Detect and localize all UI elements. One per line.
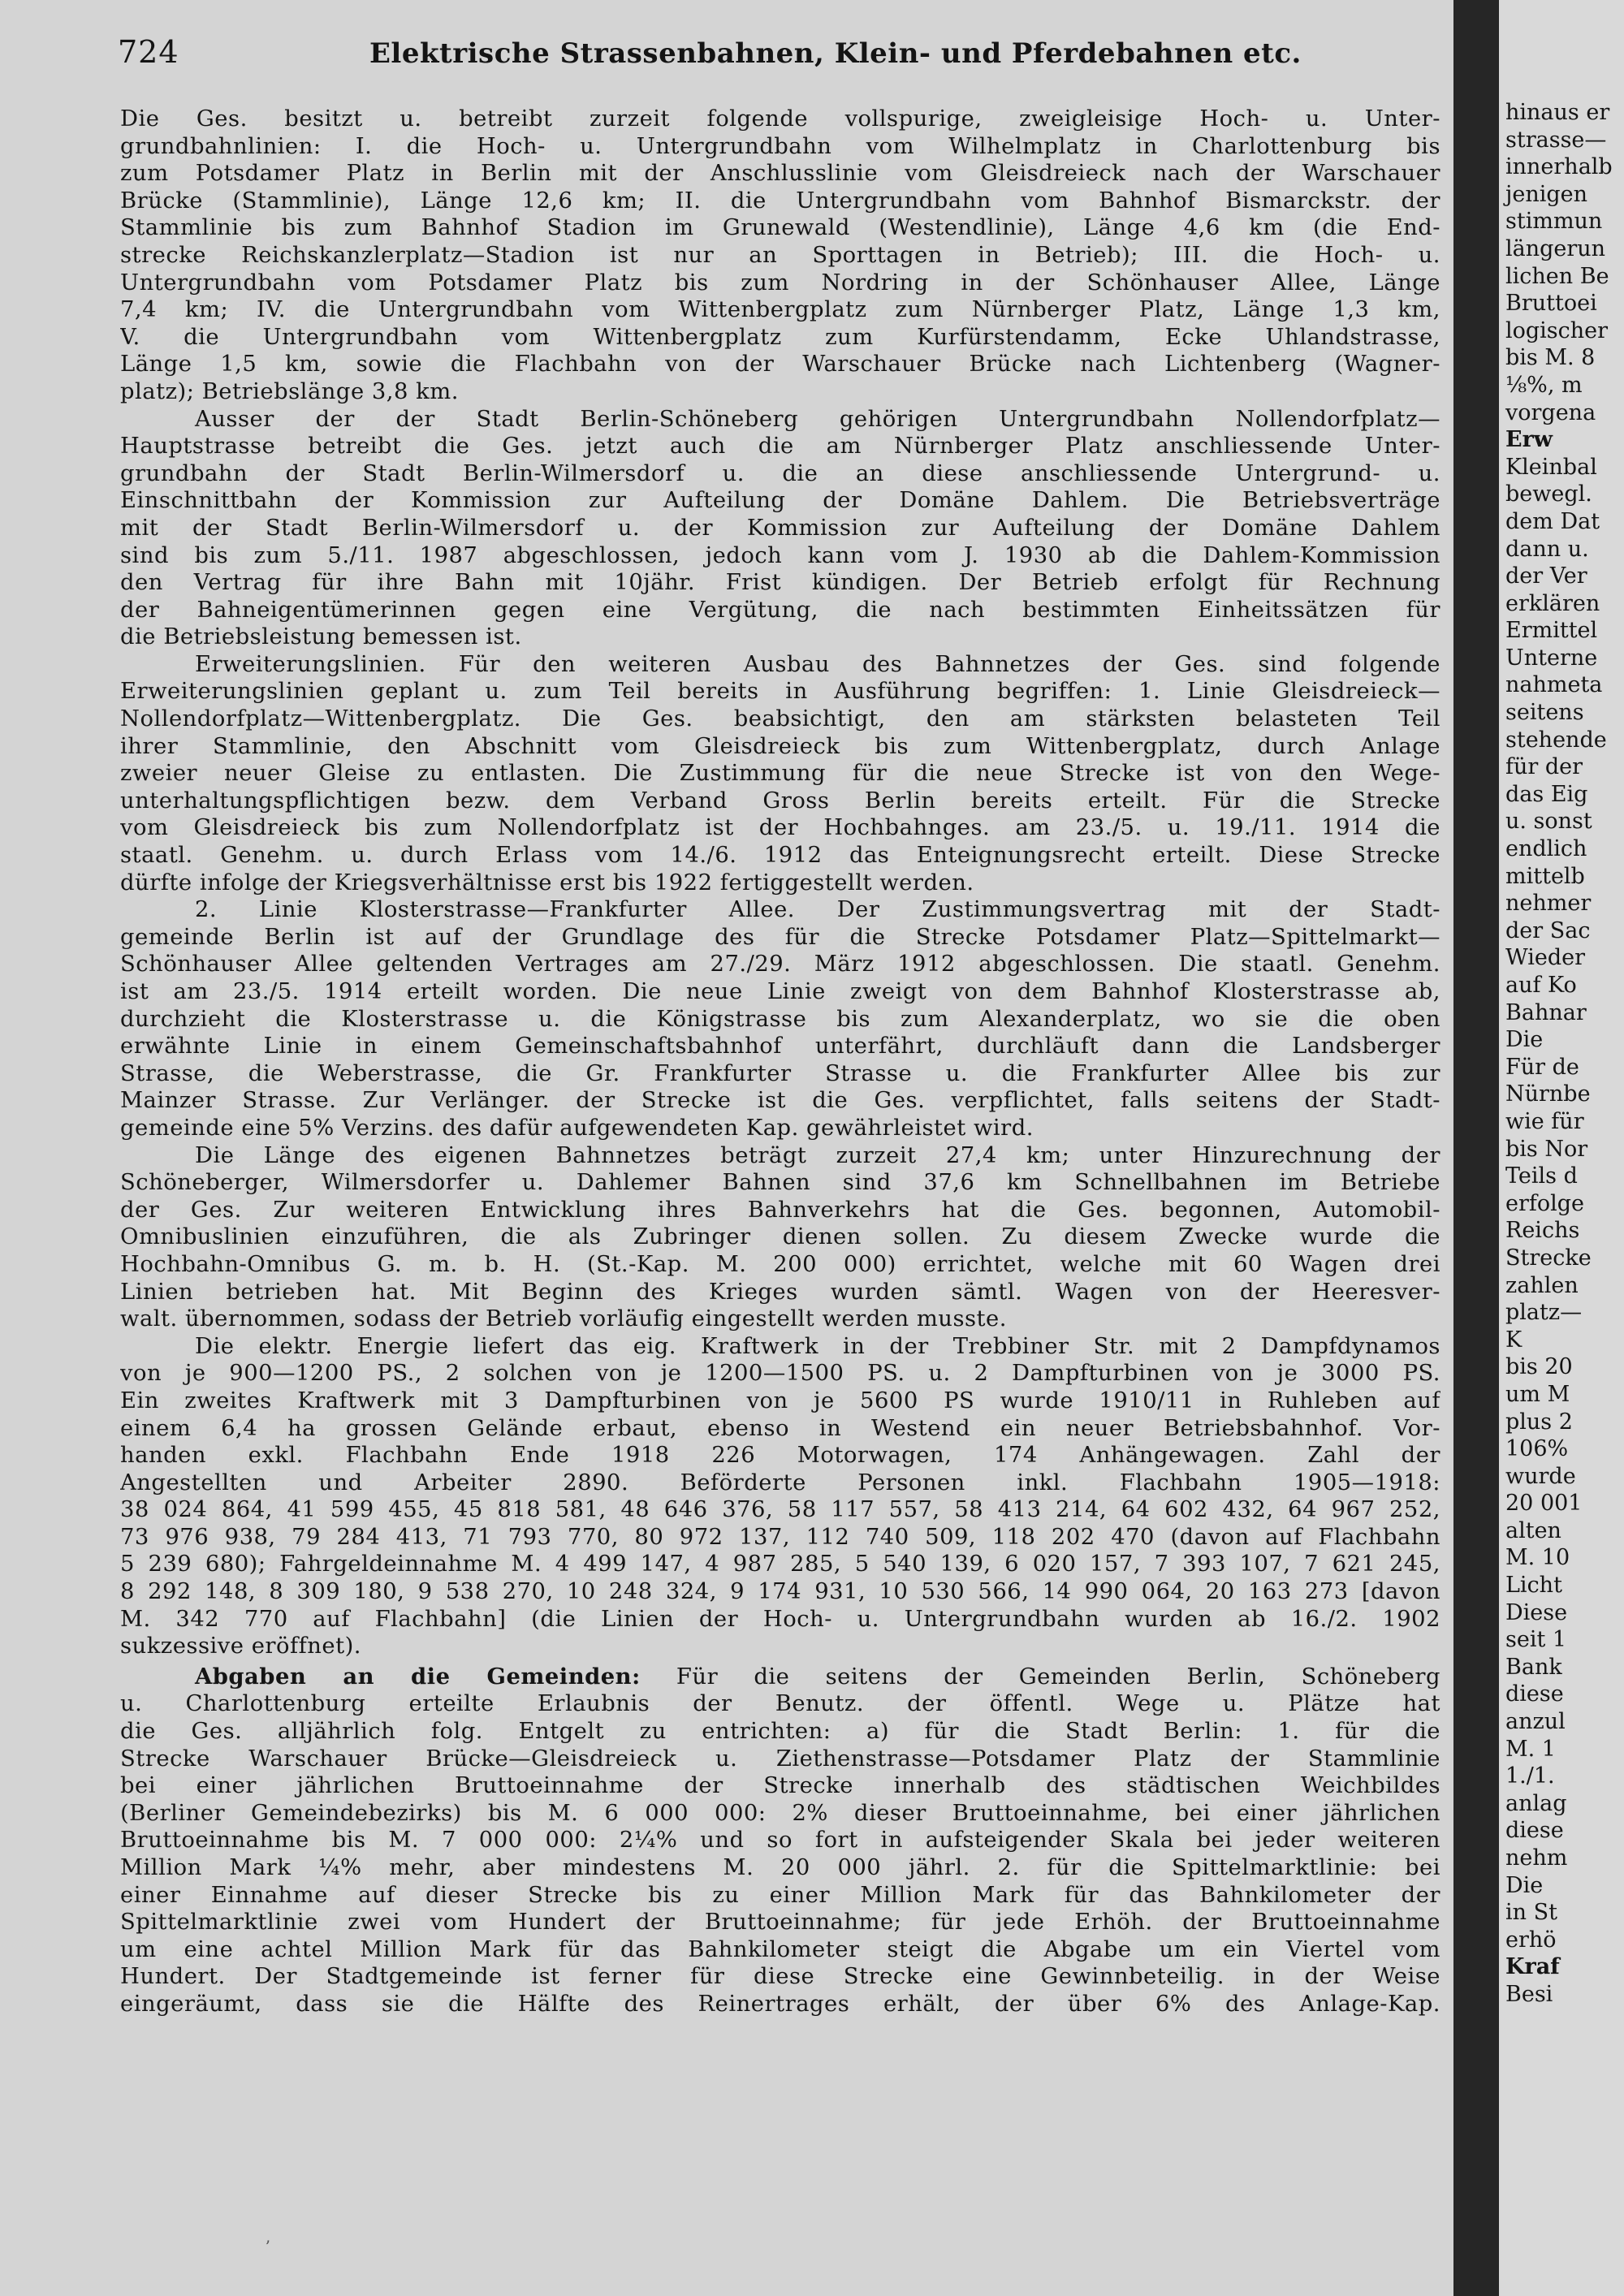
text-line: 7,4 km; IV. die Untergrundbahn vom Wittenbergplatz zum Nürnberger Platz, Länge 1,3 km, bbox=[120, 297, 1440, 323]
adjacent-text-line: lichen Be bbox=[1505, 263, 1609, 289]
text-line: ihrer Stammlinie, den Abschnitt vom Gleisdreieck bis zum Wittenbergplatz, durch Anlage bbox=[120, 733, 1440, 759]
adjacent-text-line: Reichs bbox=[1505, 1218, 1580, 1244]
text-line: Die Ges. besitzt u. betreibt zurzeit folgende vollspurige, zweigleisige Hoch- u. Unter- bbox=[120, 106, 1440, 132]
adjacent-text-line: wie für bbox=[1505, 1108, 1584, 1134]
adjacent-text-line: Die bbox=[1505, 1872, 1544, 1898]
text-line: bei einer jährlichen Bruttoeinnahme der Strecke innerhalb des städtischen Weichbildes bbox=[120, 1773, 1440, 1799]
text-line: 5 239 680); Fahrgeldeinnahme M. 4 499 147, 4 987 285, 5 540 139, 6 020 157, 7 393 107, 7 621 245, bbox=[120, 1552, 1440, 1577]
adjacent-text-line: nahmeta bbox=[1505, 672, 1603, 698]
text-line: handen exkl. Flachbahn Ende 1918 226 Motorwagen, 174 Anhängewagen. Zahl der bbox=[120, 1443, 1440, 1469]
text-line: Million Mark ¼% mehr, aber mindestens M. 20 000 jährl. 2. für die Spittelmarktlinie: bei bbox=[120, 1855, 1440, 1880]
adjacent-text-line: plus 2 bbox=[1505, 1409, 1573, 1435]
adjacent-text-line: innerhalb bbox=[1505, 154, 1613, 180]
text-line: einem 6,4 ha grossen Gelände erbaut, ebenso in Westend ein neuer Betriebsbahnhof. Vor- bbox=[120, 1415, 1440, 1441]
adjacent-text-line: seitens bbox=[1505, 700, 1584, 726]
text-line: walt. übernommen, sodass der Betrieb vorläufig eingestellt werden musste. bbox=[120, 1306, 1007, 1332]
adjacent-text-line: stimmun bbox=[1505, 209, 1603, 235]
text-line: gemeinde eine 5% Verzins. des dafür aufgewendeten Kap. gewährleistet wird. bbox=[120, 1115, 1034, 1141]
body-text bbox=[120, 106, 1440, 2018]
text-line: grundbahnlinien: I. die Hoch- u. Untergrundbahn vom Wilhelmplatz in Charlottenburg bis bbox=[120, 133, 1440, 159]
text-line: platz); Betriebslänge 3,8 km. bbox=[120, 378, 459, 404]
adjacent-text-line: längerun bbox=[1505, 235, 1606, 261]
adjacent-text-line: in St bbox=[1505, 1900, 1557, 1926]
text-line: Ausser der der Stadt Berlin-Schöneberg gehörigen Untergrundbahn Nollendorfplatz— bbox=[195, 406, 1440, 432]
text-line: Die Länge des eigenen Bahnnetzes beträgt zurzeit 27,4 km; unter Hinzurechnung der bbox=[195, 1142, 1440, 1168]
adjacent-text-line: dem Dat bbox=[1505, 508, 1600, 534]
text-line: sukzessive eröffnet). bbox=[120, 1634, 362, 1659]
adjacent-text-line: bis 20 bbox=[1505, 1354, 1573, 1380]
text-line: Erweiterungslinien. Für den weiteren Ausbau des Bahnnetzes der Ges. sind folgende bbox=[195, 651, 1440, 677]
section-heading: Abgaben an die Gemeinden: bbox=[195, 1663, 641, 1690]
text-line: ist am 23./5. 1914 erteilt worden. Die neue Linie zweigt von dem Bahnhof Klosterstrasse ab, bbox=[120, 979, 1440, 1004]
text-line: Ein zweites Kraftwerk mit 3 Dampfturbinen von je 5600 PS wurde 1910/11 in Ruhleben auf bbox=[120, 1388, 1440, 1413]
text-line: die Ges. alljährlich folg. Entgelt zu entrichten: a) für die Stadt Berlin: 1. für die bbox=[120, 1719, 1440, 1745]
text-line: 38 024 864, 41 599 455, 45 818 581, 48 646 376, 58 117 557, 58 413 214, 64 602 432, 64 967 252, bbox=[120, 1497, 1440, 1523]
adjacent-text-line: stehende bbox=[1505, 727, 1607, 753]
adjacent-text-line: erklären bbox=[1505, 590, 1600, 616]
adjacent-text-line: logischer bbox=[1505, 317, 1609, 343]
adjacent-text-line: Teils d bbox=[1505, 1163, 1578, 1189]
adjacent-text-line: bewegl. bbox=[1505, 481, 1592, 507]
adjacent-text-line: Diese bbox=[1505, 1599, 1568, 1625]
adjacent-text-line: Für de bbox=[1505, 1054, 1579, 1080]
text-line: unterhaltungspflichtigen bezw. dem Verband Gross Berlin bereits erteilt. Für die Strecke bbox=[120, 788, 1440, 814]
adjacent-text-line: strasse— bbox=[1505, 127, 1607, 153]
adjacent-page bbox=[1499, 0, 1624, 2296]
text-line: u. Charlottenburg erteilte Erlaubnis der Benutz. der öffentl. Wege u. Plätze hat bbox=[120, 1691, 1440, 1717]
adjacent-text-line: Nürnbe bbox=[1505, 1081, 1591, 1107]
text-line: Linien betrieben hat. Mit Beginn des Krieges wurden sämtl. Wagen von der Heeresver- bbox=[120, 1279, 1440, 1305]
text-line: den Vertrag für ihre Bahn mit 10jähr. Frist kündigen. Der Betrieb erfolgt für Rechnung bbox=[120, 570, 1440, 596]
adjacent-text-line: Bahnar bbox=[1505, 999, 1587, 1025]
adjacent-text-line: bis Nor bbox=[1505, 1136, 1588, 1162]
text-line: Bruttoeinnahme bis M. 7 000 000: 2¼% und so fort in aufsteigender Skala bei jeder weiteren bbox=[120, 1828, 1440, 1854]
text-line: Die elektr. Energie liefert das eig. Kraftwerk in der Trebbiner Str. mit 2 Dampfdynamos bbox=[195, 1333, 1440, 1359]
text-line: strecke Reichskanzlerplatz—Stadion ist nur an Sporttagen in Betrieb); III. die Hoch- u. bbox=[120, 242, 1440, 268]
text-line: Stammlinie bis zum Bahnhof Stadion im Grunewald (Westendlinie), Länge 4,6 km (die End- bbox=[120, 215, 1440, 241]
adjacent-text-line: dann u. bbox=[1505, 536, 1589, 562]
text-line: gemeinde Berlin ist auf der Grundlage des für die Strecke Potsdamer Platz—Spittelmarkt— bbox=[120, 924, 1440, 950]
adjacent-text-line: seit 1 bbox=[1505, 1627, 1567, 1653]
text-line: Schöneberger, Wilmersdorfer u. Dahlemer Bahnen sind 37,6 km Schnellbahnen im Betriebe bbox=[120, 1170, 1440, 1196]
adjacent-text-line: K bbox=[1505, 1327, 1522, 1353]
page-header bbox=[118, 34, 1441, 75]
adjacent-text-line: Wieder bbox=[1505, 945, 1586, 971]
adjacent-text-line: Kraf bbox=[1505, 1954, 1560, 1980]
adjacent-text-line: Unterne bbox=[1505, 645, 1598, 671]
adjacent-text-line: anzul bbox=[1505, 1709, 1566, 1735]
text-line: Nollendorfplatz—Wittenbergplatz. Die Ges. beabsichtigt, den am stärksten belasteten Teil bbox=[120, 706, 1440, 732]
adjacent-text-line: Besi bbox=[1505, 1981, 1553, 2007]
adjacent-text-line: ⅛%, m bbox=[1505, 372, 1583, 398]
text-line: Schönhauser Allee geltenden Vertrages am 27./29. März 1912 abgeschlossen. Die staatl. Genehm. bbox=[120, 952, 1440, 978]
text-line: Hundert. Der Stadtgemeinde ist ferner für diese Strecke eine Gewinnbeteilig. in der Weise bbox=[120, 1964, 1440, 1990]
text-line: Erweiterungslinien geplant u. zum Teil bereits in Ausführung begriffen: 1. Linie Gleisdreieck— bbox=[120, 679, 1440, 705]
adjacent-text-line: Kleinbal bbox=[1505, 454, 1597, 480]
adjacent-text-line: jenigen bbox=[1505, 181, 1588, 207]
adjacent-text-line: das Eig bbox=[1505, 781, 1588, 807]
adjacent-text-line: nehmer bbox=[1505, 891, 1592, 917]
text-line: Untergrundbahn vom Potsdamer Platz bis zum Nordring in der Schönhauser Allee, Länge bbox=[120, 270, 1440, 296]
running-title: Elektrische Strassenbahnen, Klein- und Pferdebahnen etc. bbox=[369, 37, 1302, 70]
text-line: mit der Stadt Berlin-Wilmersdorf u. der Kommission zur Aufteilung der Domäne Dahlem bbox=[120, 515, 1440, 541]
adjacent-text-line: der Ver bbox=[1505, 563, 1587, 589]
text-line: von je 900—1200 PS., 2 solchen von je 1200—1500 PS. u. 2 Dampfturbinen von je 3000 PS. bbox=[120, 1361, 1440, 1387]
text-line: der Ges. Zur weiteren Entwicklung ihres Bahnverkehrs hat die Ges. begonnen, Automobil- bbox=[120, 1197, 1440, 1223]
text-line: Strecke Warschauer Brücke—Gleisdreieck u. Ziethenstrasse—Potsdamer Platz der Stammlinie bbox=[120, 1746, 1440, 1772]
adjacent-text-line: auf Ko bbox=[1505, 973, 1577, 998]
text-line: Mainzer Strasse. Zur Verlänger. der Strecke ist die Ges. verpflichtet, falls seitens der Stadt- bbox=[120, 1088, 1440, 1114]
text-line: grundbahn der Stadt Berlin-Wilmersdorf u. die an diese anschliessende Untergrund- u. bbox=[120, 460, 1440, 486]
text-line: sind bis zum 5./11. 1987 abgeschlossen, jedoch kann vom J. 1930 ab die Dahlem-Kommission bbox=[120, 542, 1440, 568]
text-line: Strasse, die Weberstrasse, die Gr. Frankfurter Strasse u. die Frankfurter Allee bis zur bbox=[120, 1060, 1440, 1086]
text-line: 73 976 938, 79 284 413, 71 793 770, 80 972 137, 112 740 509, 118 202 470 (davon auf Flachbahn bbox=[120, 1524, 1440, 1550]
adjacent-text-line: platz— bbox=[1505, 1300, 1583, 1326]
adjacent-text-line: Bank bbox=[1505, 1654, 1562, 1680]
text-line: um eine achtel Million Mark für das Bahnkilometer steigt die Abgabe um ein Viertel vom bbox=[120, 1936, 1440, 1962]
text-line: Brücke (Stammlinie), Länge 12,6 km; II. die Untergrundbahn vom Bahnhof Bismarckstr. der bbox=[120, 188, 1440, 214]
adjacent-text-line: für der bbox=[1505, 754, 1583, 780]
text-line: die Betriebsleistung bemessen ist. bbox=[120, 624, 522, 650]
text-line: staatl. Genehm. u. durch Erlass vom 14./6. 1912 das Enteignungsrecht erteilt. Diese Strecke bbox=[120, 843, 1440, 869]
ink-mark: ʼ bbox=[265, 2237, 270, 2256]
adjacent-text-line: der Sac bbox=[1505, 917, 1591, 943]
adjacent-text-line: nehm bbox=[1505, 1845, 1568, 1871]
text-line: dürfte infolge der Kriegsverhältnisse erst bis 1922 fertiggestellt werden. bbox=[120, 870, 974, 896]
adjacent-text-line: Ermittel bbox=[1505, 618, 1598, 644]
text-line: Abgaben an die Gemeinden: Für die seitens der Gemeinden Berlin, Schöneberg bbox=[195, 1663, 1440, 1690]
adjacent-text-line: endlich bbox=[1505, 836, 1587, 862]
text-line: erwähnte Linie in einem Gemeinschaftsbahnhof unterfährt, durchläuft dann die Landsberger bbox=[120, 1034, 1440, 1060]
adjacent-text-line: Die bbox=[1505, 1027, 1544, 1053]
adjacent-text-line: Bruttoei bbox=[1505, 291, 1597, 317]
adjacent-text-line: mittelb bbox=[1505, 863, 1585, 889]
adjacent-text-line: anlag bbox=[1505, 1790, 1567, 1816]
text-line: 8 292 148, 8 309 180, 9 538 270, 10 248 324, 9 174 931, 10 530 566, 14 990 064, 20 163 273 [davon bbox=[120, 1579, 1440, 1605]
page-number: 724 bbox=[118, 34, 179, 70]
text-line: Einschnittbahn der Kommission zur Aufteilung der Domäne Dahlem. Die Betriebsverträge bbox=[120, 488, 1440, 514]
text-line: M. 342 770 auf Flachbahn] (die Linien der Hoch- u. Untergrundbahn wurden ab 16./2. 1902 bbox=[120, 1606, 1440, 1632]
adjacent-page-text bbox=[1505, 99, 1624, 2009]
adjacent-text-line: erfolge bbox=[1505, 1190, 1585, 1216]
adjacent-text-line: um M bbox=[1505, 1381, 1570, 1407]
adjacent-text-line: 20 001 bbox=[1505, 1491, 1583, 1517]
adjacent-text-line: vorgena bbox=[1505, 399, 1596, 425]
text-line: zum Potsdamer Platz in Berlin mit der Anschlusslinie vom Gleisdreieck nach der Warschauer bbox=[120, 161, 1440, 187]
adjacent-text-line: erhö bbox=[1505, 1927, 1557, 1953]
adjacent-text-line: Licht bbox=[1505, 1573, 1562, 1599]
book-gutter bbox=[1453, 0, 1499, 2296]
text-line: einer Einnahme auf dieser Strecke bis zu einer Million Mark für das Bahnkilometer der bbox=[120, 1882, 1440, 1908]
text-line: Hauptstrasse betreibt die Ges. jetzt auch die am Nürnberger Platz anschliessende Unter- bbox=[120, 434, 1440, 460]
text-line: zweier neuer Gleise zu entlasten. Die Zustimmung für die neue Strecke ist von den Wege- bbox=[120, 761, 1440, 787]
adjacent-text-line: M. 1 bbox=[1505, 1736, 1556, 1762]
text-line: vom Gleisdreieck bis zum Nollendorfplatz ist der Hochbahnges. am 23./5. u. 19./11. 1914 die bbox=[120, 815, 1440, 841]
adjacent-text-line: Strecke bbox=[1505, 1245, 1592, 1271]
text-line: Omnibuslinien einzuführen, die als Zubringer dienen sollen. Zu diesem Zwecke wurde die bbox=[120, 1224, 1440, 1250]
adjacent-text-line: wurde bbox=[1505, 1463, 1576, 1489]
adjacent-text-line: alten bbox=[1505, 1517, 1561, 1543]
text-line: durchzieht die Klosterstrasse u. die Königstrasse bis zum Alexanderplatz, wo sie die oben bbox=[120, 1006, 1440, 1032]
text-line: V. die Untergrundbahn vom Wittenbergplatz zum Kurfürstendamm, Ecke Uhlandstrasse, bbox=[120, 324, 1440, 350]
adjacent-text-line: diese bbox=[1505, 1681, 1564, 1707]
adjacent-text-line: zahlen bbox=[1505, 1272, 1579, 1298]
text-line: Spittelmarktlinie zwei vom Hundert der Bruttoeinnahme; für jede Erhöh. der Bruttoeinnahme bbox=[120, 1910, 1440, 1936]
text-line: Länge 1,5 km, sowie die Flachbahn von der Warschauer Brücke nach Lichtenberg (Wagner- bbox=[120, 352, 1440, 378]
text-line: eingeräumt, dass sie die Hälfte des Reinertrages erhält, der über 6% des Anlage-Kap. bbox=[120, 1991, 1440, 2017]
adjacent-text-line: u. sonst bbox=[1505, 809, 1592, 835]
text-line: Hochbahn-Omnibus G. m. b. H. (St.-Kap. M. 200 000) errichtet, welche mit 60 Wagen drei bbox=[120, 1251, 1440, 1277]
adjacent-text-line: hinaus er bbox=[1505, 100, 1610, 125]
text-line: der Bahneigentümerinnen gegen eine Vergütung, die nach bestimmten Einheitssätzen für bbox=[120, 597, 1440, 623]
text-line: Angestellten und Arbeiter 2890. Beförderte Personen inkl. Flachbahn 1905—1918: bbox=[120, 1470, 1440, 1495]
text-line: 2. Linie Klosterstrasse—Frankfurter Allee. Der Zustimmungsvertrag mit der Stadt- bbox=[195, 897, 1440, 923]
adjacent-text-line: 106% bbox=[1505, 1436, 1569, 1462]
text-line: (Berliner Gemeindebezirks) bis M. 6 000 000: 2% dieser Bruttoeinnahme, bei einer jährlichen bbox=[120, 1800, 1440, 1826]
adjacent-text-line: diese bbox=[1505, 1818, 1564, 1844]
adjacent-text-line: bis M. 8 bbox=[1505, 345, 1596, 371]
adjacent-text-line: 1./1. bbox=[1505, 1763, 1555, 1789]
adjacent-text-line: Erw bbox=[1505, 427, 1553, 453]
adjacent-text-line: M. 10 bbox=[1505, 1545, 1570, 1571]
